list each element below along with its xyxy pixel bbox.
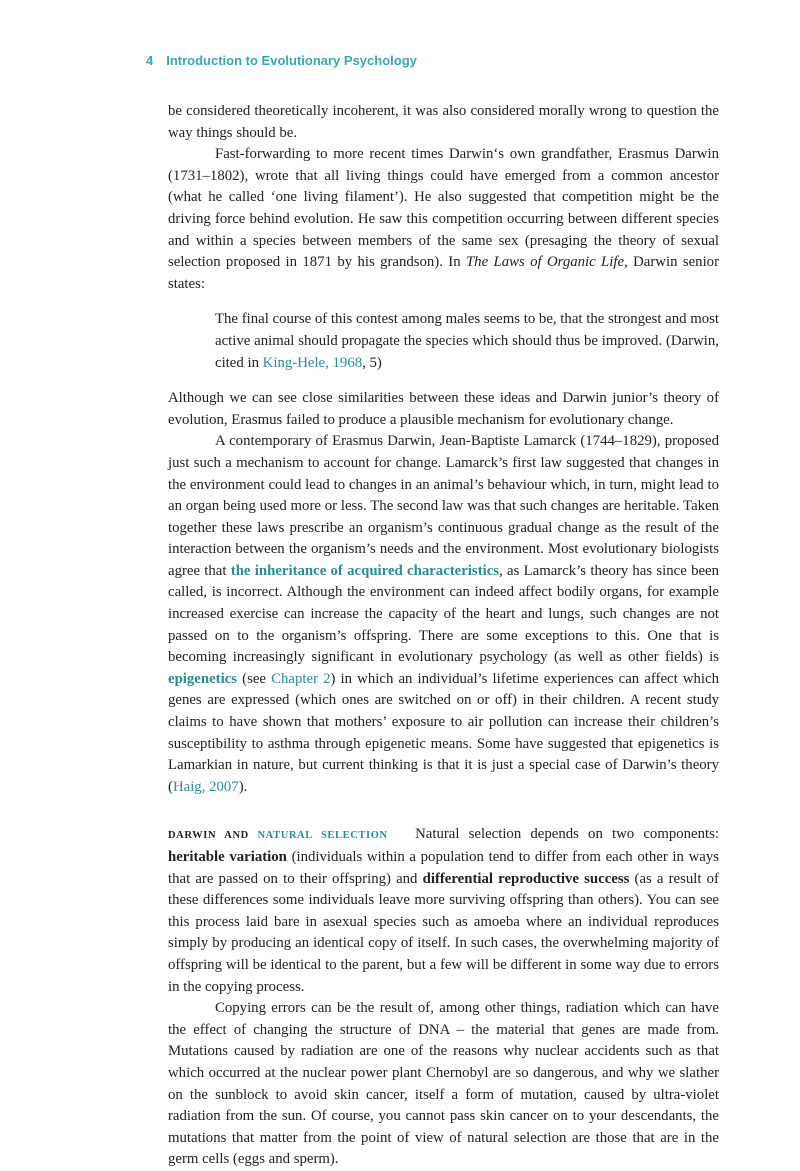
text-run: A contemporary of Erasmus Darwin, Jean-Baptiste Lamarck (1744–1829), proposed just such a mechanism to account for change. Lamarck’s first law suggested that changes in the environment could lead to changes in an animal’s behaviour which, in turn, might lead to an organ being used more or less. The second law was that such changes are heritable. Taken together these laws prescribe an organism’s continuous gradual change as the result of the interaction between the organism’s needs and the environment. Most evolutionary biologists agree that <box>168 433 719 579</box>
paragraph-similarities: Although we can see close similarities between these ideas and Darwin junior’s theory of evolution, Erasmus failed to produce a plausible mechanism for evolutionary change. <box>168 390 719 428</box>
paragraph-continued: be considered theoretically incoherent, it was also considered morally wrong to question the way things should be. <box>168 103 719 141</box>
paragraph-copying-errors: Copying errors can be the result of, among other things, radiation which can have the effect of changing the structure of DNA – the material that genes are made from. Mutations caused by radiation are one of the reasons why nuclear accidents such as that which occurred at the nuclear power plant Chernobyl are so dangerous, and why we slather on the sunblock to avoid skin cancer, itself a form of mutation, caused by ultra-violet radiation from the sun. Of course, you cannot pass skin cancer on to your descendants, the mutations that matter from the point of view of natural selection are those that are in the germ cells (eggs and sperm). <box>168 1000 719 1168</box>
paragraph-lamarck <box>168 431 719 798</box>
text-run: , 5) <box>362 354 382 371</box>
glossary-term-epigenetics[interactable]: epigenetics <box>168 670 238 687</box>
glossary-term-acquired-characteristics[interactable]: the inheritance of acquired characteristics <box>230 562 500 579</box>
text-run: ). <box>238 778 248 795</box>
text-run: , as Lamarck’s theory has since been called, is incorrect. Although the environment can indeed affect bodily organs, for example increased exercise can increase the capacity of the heart and lungs, such changes are not passed on to the organism’s offspring. There are some exceptions to this. One that is becoming increasingly significant in evolutionary psychology (as well as other fields) is <box>168 562 720 666</box>
text-run: Natural selection depends on two components: <box>415 826 719 843</box>
book-title: Introduction to Evolutionary Psychology <box>166 53 417 68</box>
text-run: The final course of this contest among males seems to be, that the strongest and most active animal should propagate the species which should thus be improved. (Darwin, cited in <box>215 311 719 371</box>
block-quote <box>215 309 719 374</box>
text-run: Fast-forwarding to more recent times Darwin‘s own grandfather, Erasmus Darwin (1731–1802), wrote that all living things could have emerged from a common ancestor (what he called ‘one living filament’). He also suggested that competition might be the driving force behind evolution. He saw this competition occurring between different species and within a species between members of the same sex (presaging the theory of sexual selection proposed in 1871 by his grandson). In <box>168 146 719 271</box>
text-run: ) in which an individual’s lifetime experiences can affect which genes are expressed (which ones are switched on or off) in their children. A recent study claims to have shown that mothers’ exposure to air pollution can increase their children’s susceptibility to asthma through epigenetic means. Some have suggested that epigenetics is Lamarkian in nature, but current thinking is that it is just a special case of Darwin’s theory ( <box>168 670 719 795</box>
citation-link-haig[interactable]: Haig, 2007 <box>172 778 239 795</box>
bold-term-heritable-variation: heritable variation <box>168 849 287 865</box>
page-number: 4 <box>146 53 154 68</box>
text-run: (individuals within a population tend to differ from each other in ways that are passed on to their offspring) and <box>168 849 719 887</box>
text-run: (see <box>237 670 272 687</box>
book-title-italic: The Laws of Organic Life <box>465 254 625 271</box>
text-run: (as a result of these differences some individuals leave more surviving offspring than others). You can see this process laid bare in asexual species such as amoeba where an individual reproduces simply by producing an identical copy of itself. In such cases, the overwhelming majority of offspring will be identical to the parent, but a few will be different in some way due to errors in the copying process. <box>168 870 719 995</box>
section-heading-natural-selection: NATURAL SELECTION <box>257 830 388 842</box>
running-header <box>146 53 417 68</box>
bold-term-differential-success: differential reproductive success <box>422 870 630 887</box>
text-run: , Darwin senior states: <box>168 254 720 292</box>
paragraph-erasmus <box>168 144 719 295</box>
page-body <box>168 101 719 1171</box>
section-heading-darwin: DARWIN AND <box>168 830 258 842</box>
paragraph-natural-selection <box>168 824 719 998</box>
citation-link-king-hele[interactable]: King-Hele, 1968 <box>262 354 363 371</box>
chapter-link[interactable]: Chapter 2 <box>271 670 331 687</box>
